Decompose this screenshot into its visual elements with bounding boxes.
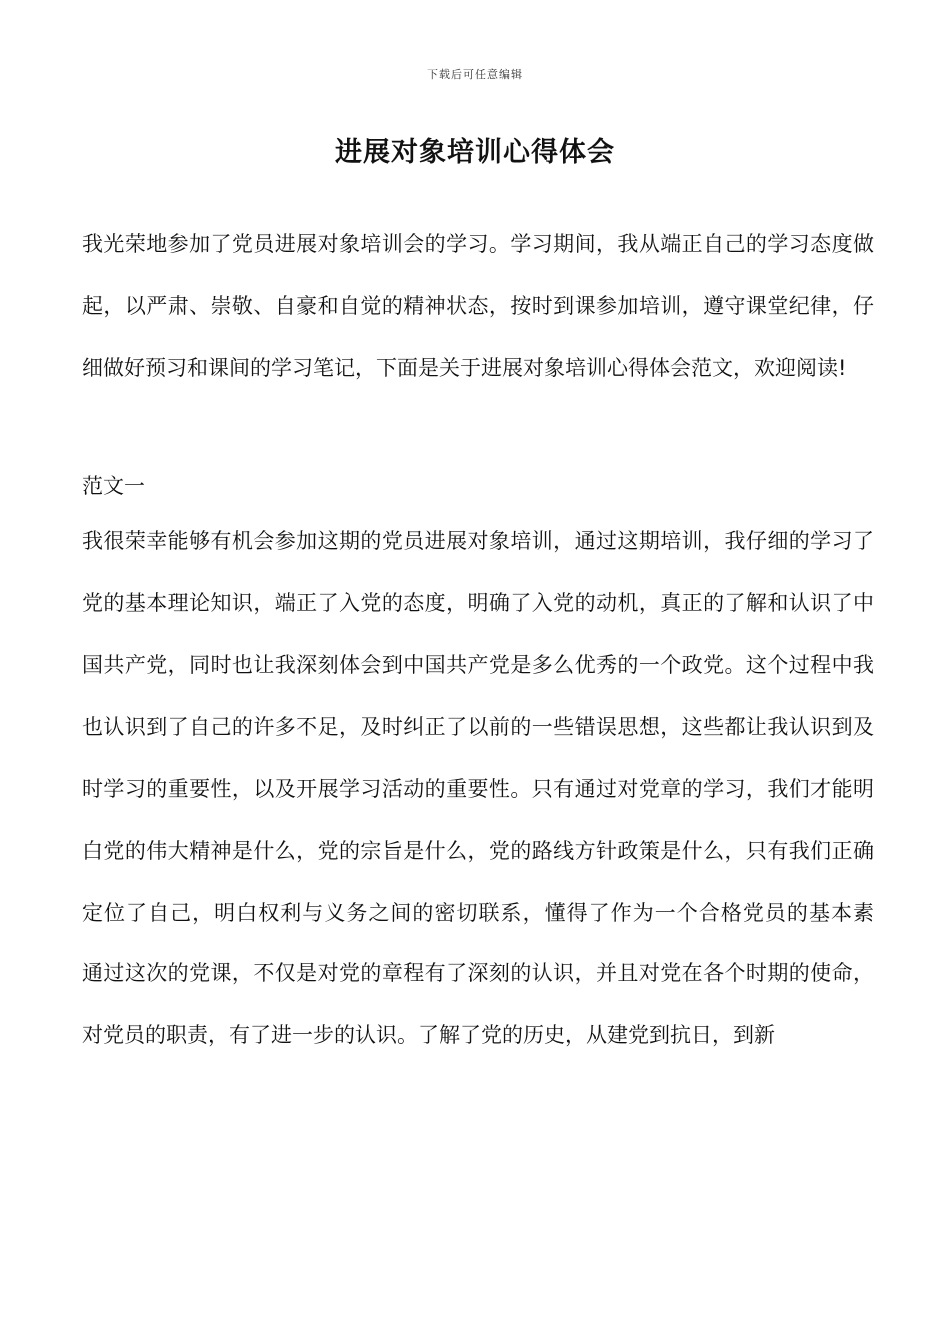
intro-paragraph: 我光荣地参加了党员进展对象培训会的学习。学习期间，我从端正自己的学习态度做起，以严肃、崇敬、自豪和自觉的精神状态，按时到课参加培训，遵守课堂纪律，仔细做好预习和课间的学习笔记，下面是关于进展对象培训心得体会范文，欢迎阅读! — [82, 232, 874, 380]
document-body — [82, 213, 874, 1066]
body-paragraph: 我很荣幸能够有机会参加这期的党员进展对象培训，通过这期培训，我仔细的学习了党的基本理论知识，端正了入党的态度，明确了入党的动机，真正的了解和认识了中国共产党，同时也让我深刻体会到中国共产党是多么优秀的一个政党。这个过程中我也认识到了自己的许多不足，及时纠正了以前的一些错误思想，这些都让我认识到及时学习的重要性，以及开展学习活动的重要性。只有通过对党章的学习，我们才能明白党的伟大精神是什么，党的宗旨是什么，党的路线方针政策是什么，只有我们正确定位了自己，明白权利与义务之间的密切联系，懂得了作为一个合格党员的基本素 — [82, 529, 874, 925]
header-note: 下载后可任意编辑 — [427, 68, 523, 81]
body-paragraph: 通过这次的党课，不仅是对党的章程有了深刻的认识，并且对党在各个时期的使命，对党员的职责，有了进一步的认识。了解了党的历史，从建党到抗日，到新 — [82, 961, 874, 1047]
document-title: 进展对象培训心得体会 — [335, 137, 615, 168]
section-heading: 范文一 — [82, 474, 145, 498]
